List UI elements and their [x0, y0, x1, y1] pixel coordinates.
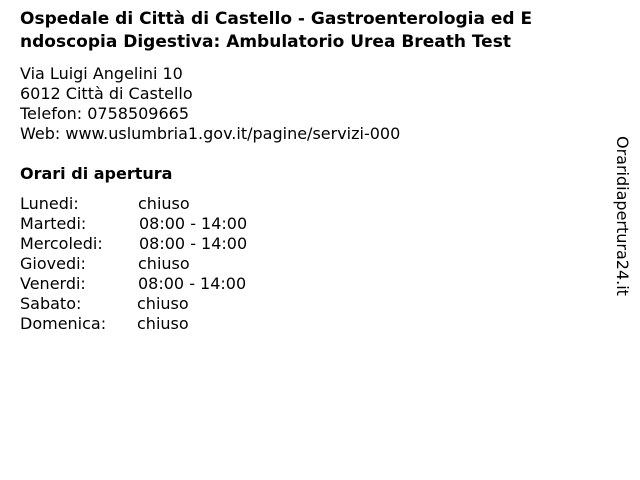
page-title-line-2: ndoscopia Digestiva: Ambulatorio Urea Breath Test	[20, 32, 511, 52]
site-watermark	[612, 136, 632, 310]
day-label: Giovedi:	[20, 254, 86, 273]
hours-value: 08:00 - 14:00	[138, 274, 247, 293]
hours-value: chiuso	[138, 194, 190, 213]
site-watermark-text: Oraridiapertura24.it	[613, 136, 632, 296]
day-label: Sabato:	[20, 294, 82, 313]
hours-value: chiuso	[137, 314, 189, 333]
hours-value: 08:00 - 14:00	[139, 214, 248, 233]
hours-value: chiuso	[137, 294, 189, 313]
street-address: Via Luigi Angelini 10	[20, 64, 183, 83]
day-label: Lunedi:	[20, 194, 79, 213]
contact-info	[20, 64, 400, 144]
hours-value: chiuso	[138, 254, 190, 273]
website: Web: www.uslumbria1.gov.it/pagine/servizi-000	[20, 124, 401, 143]
city-address: 6012 Città di Castello	[20, 84, 193, 103]
opening-hours-heading: Orari di apertura	[20, 164, 173, 183]
hours-value: 08:00 - 14:00	[139, 234, 248, 253]
day-label: Venerdi:	[20, 274, 86, 293]
day-label: Domenica:	[20, 314, 107, 333]
page-title-line-1: Ospedale di Città di Castello - Gastroenterologia ed E	[20, 9, 533, 29]
phone-number: Telefon: 0758509665	[20, 104, 190, 123]
day-label: Mercoledi:	[20, 234, 103, 253]
day-label: Martedi:	[20, 214, 87, 233]
page-title	[20, 8, 610, 54]
